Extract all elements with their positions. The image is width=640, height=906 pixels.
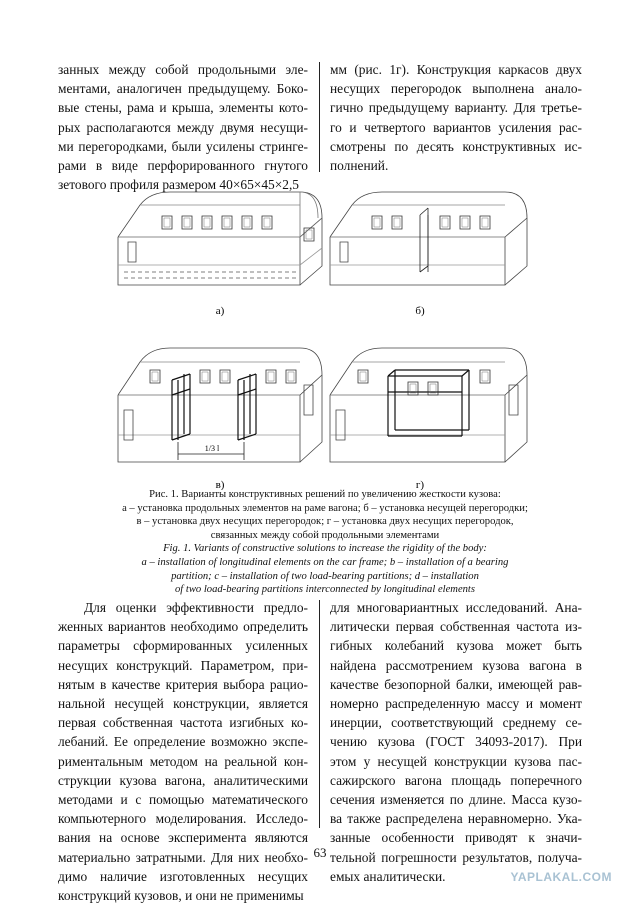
text-line: этом у несущей конструкции кузова пас- xyxy=(330,753,582,769)
wagon-a-drawing xyxy=(118,192,322,285)
text-line: женных вариантов необходимо определить xyxy=(58,619,308,635)
caption-ru-line: Рис. 1. Варианты конструктивных решений по увеличению жесткости кузова: xyxy=(149,489,501,500)
watermark: YAPLAKAL.COM xyxy=(510,870,612,884)
text-line: материально затратными. Для них необхо- xyxy=(58,849,308,865)
text-line: емых аналитически. xyxy=(330,868,446,884)
column-divider-bottom xyxy=(319,600,320,828)
caption-ru-line: в – установка двух несущих перегородок; г – установка двух несущих перегородок, xyxy=(136,516,514,528)
text-line: смотрены по десять конструктивных ис- xyxy=(330,138,582,154)
fig-label-b: б) xyxy=(415,305,425,317)
text-line: зетового профиля размером 40×65×45×2,5 xyxy=(58,177,299,193)
dimension-label: 1/3 l xyxy=(204,444,220,453)
text-line: гично предыдущему варианту. Для третье- xyxy=(330,100,582,116)
text-line: занных между собой продольными эле- xyxy=(58,62,308,77)
page-number: 63 xyxy=(313,845,327,860)
text-line: мм (рис. 1г). Конструкция каркасов двух xyxy=(330,62,582,77)
text-line: димо наличие изготовленных несущих xyxy=(58,868,308,884)
text-line: Для оценки эффективности предло- xyxy=(84,600,308,615)
column-divider-top xyxy=(319,62,320,172)
text-line: методами и с помощью математического xyxy=(58,792,308,808)
text-line: риментальным методом на реальной кон- xyxy=(58,753,308,769)
text-line: для многовариантных исследований. Ана- xyxy=(330,600,582,615)
text-line: гибных колебаний кузова может быть xyxy=(330,638,582,654)
text-line: ми перегородками, были усилены стринге- xyxy=(58,138,308,154)
text-line: го и четвертого вариантов усиления рас- xyxy=(330,119,582,135)
text-line: сечения изменяется по длине. Масса кузо- xyxy=(330,792,582,808)
text-line: полнений. xyxy=(330,158,389,174)
text-line: вые стены, рама и крыша, элементы кото- xyxy=(58,100,308,116)
text-line: тельной погрешности результатов, получа- xyxy=(330,849,582,865)
bottom-right-column xyxy=(330,598,582,886)
text-line: занные особенности приводят к значи- xyxy=(330,830,582,846)
wagon-b-drawing xyxy=(330,192,527,285)
fig-label-c: в) xyxy=(215,479,225,490)
fig-label-a: а) xyxy=(215,305,225,317)
text-line: нятым в качестве критерия выбора рацио- xyxy=(58,676,308,692)
text-line: ва также распределена неравномерно. Ука- xyxy=(330,811,582,827)
text-line: лебаний. Ее определение возможно экспе- xyxy=(58,734,308,750)
caption-en-line: a – installation of longitudinal elements on the car frame; b – installation of a bearing xyxy=(141,556,509,568)
wagon-d-drawing xyxy=(330,348,527,462)
text-line: качестве безопорной балки, имеющей рав- xyxy=(330,676,582,692)
text-line: параметры сформированных усиленных xyxy=(58,638,308,654)
text-line: нальной несущей конструкции, является xyxy=(58,696,308,712)
text-line: инерции, соответствующий среднему се- xyxy=(330,715,582,731)
text-line: рых располагаются между двумя несущи- xyxy=(58,119,308,135)
text-line: струкции кузова вагона, аналитическими xyxy=(58,772,308,788)
text-line: ментами, аналогичен предыдущему. Боко- xyxy=(58,81,308,97)
text-line: компьютерного моделирования. Исследо- xyxy=(58,811,308,827)
text-line: номерно распределенную массу и момент xyxy=(330,696,582,712)
figure-caption xyxy=(90,488,560,597)
text-line: сажирского вагона площадь поперечного xyxy=(330,772,582,788)
caption-ru-line: а – установка продольных элементов на раме вагона; б – установка несущей перегородки; xyxy=(122,502,528,514)
text-line: литически первая собственная частота из- xyxy=(330,619,582,635)
text-line: вания на основе эксперимента являются xyxy=(58,830,308,846)
text-line: чению кузова (ГОСТ 34093-2017). При xyxy=(330,734,582,750)
caption-ru-line: связанных между собой продольными элементами xyxy=(210,529,440,541)
caption-en-line: partition; c – installation of two load-bearing partitions; d – installation xyxy=(171,570,479,582)
wagon-figure xyxy=(0,170,640,490)
text-line: найдена рассмотрением кузова вагона в xyxy=(330,657,582,673)
caption-en-line: Fig. 1. Variants of constructive solutions to increase the rigidity of the body: xyxy=(163,543,487,555)
caption-en-line: of two load-bearing partitions interconnected by longitudinal elements xyxy=(174,584,476,596)
top-right-column xyxy=(330,60,582,175)
fig-label-d: г) xyxy=(415,479,425,490)
wagon-c-drawing xyxy=(118,348,322,462)
text-line: несущих перегородок выполнена анало- xyxy=(330,81,582,97)
text-line: конструкций кузовов, и они не применимы xyxy=(58,888,304,904)
text-line: несущих конструкций. Параметром, при- xyxy=(58,657,308,673)
text-line: рами в виде перфорированного гнутого xyxy=(58,158,308,174)
text-line: первая собственная частота изгибных ко- xyxy=(58,715,308,731)
